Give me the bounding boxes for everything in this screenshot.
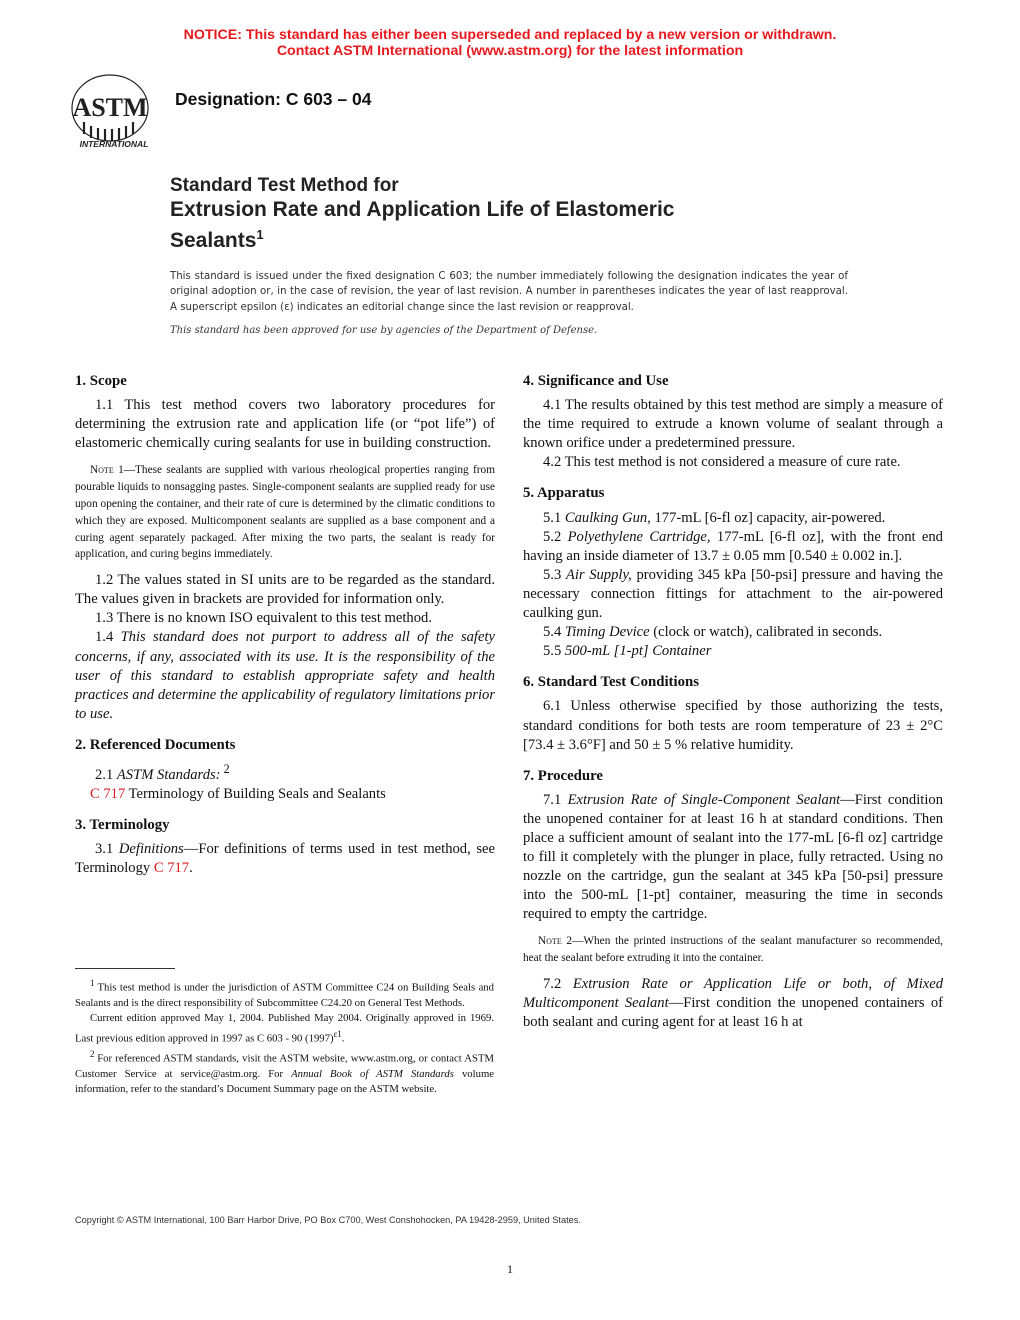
footnote-divider bbox=[75, 968, 175, 969]
c717-link-terminology[interactable]: C 717 bbox=[153, 860, 190, 877]
para-5-5: 5.5 500-mL [1-pt] Container bbox=[543, 643, 712, 660]
note-1-text: —These sealants are supplied with various rheological properties ranging from pourable liquids to nonsagging pastes. Single-component sealants are supplied ready for use upon opening the container, and their rate of cure is determined by the climatic conditions to which they are exposed. Multicomponent sealants are supplied as a base component and a curing agent separately packaged. After mixing the two parts, the sealant is ready for application, and curing begins immediately. bbox=[75, 464, 495, 561]
para-1-1: 1.1 This test method covers two laboratory procedures for determining the extrusion rate and application life (or “pot life”) of elastomeric chemically curing sealants for use in building construction. bbox=[75, 397, 495, 452]
note-2-label: Note 2 bbox=[538, 935, 573, 948]
section-referenced-docs-heading: 2. Referenced Documents bbox=[75, 736, 236, 753]
title-line-3: Sealants bbox=[170, 229, 257, 252]
left-column bbox=[75, 372, 495, 878]
issuance-statement: This standard is issued under the fixed designation C 603; the number immediately following the designation indicates the year of original adoption or, in the case of revision, the year of last revision. A number in parentheses indicates the year of last reapproval. A superscript epsilon (ε) indicates an editorial change since the last revision or reapproval. bbox=[170, 271, 848, 313]
footnote-1: $^1$ This test method is under the jurisdiction of ASTM Committee C24 on Building Seals and Sealants and is the direct responsibility of Subcommittee C24.20 on General Test Methods. bbox=[75, 978, 494, 1009]
referenced-standard-item: C 717 Terminology of Building Seals and Sealants bbox=[90, 785, 386, 802]
right-column bbox=[523, 372, 943, 1032]
para-2-1: 2.1 ASTM Standards: $^2$ bbox=[95, 762, 230, 783]
note-1-label: Note 1 bbox=[90, 464, 124, 477]
copyright-line: Copyright © ASTM International, 100 Barr Harbor Drive, PO Box C700, West Conshohocken, PA 19428-2959, United States. bbox=[75, 1215, 581, 1225]
title-line-2: Extrusion Rate and Application Life of Elastomeric bbox=[170, 198, 675, 221]
para-5-4: 5.4 Timing Device (clock or watch), calibrated in seconds. bbox=[543, 624, 883, 641]
title-footnote-mark: 1 bbox=[256, 227, 264, 242]
section-procedure-heading: 7. Procedure bbox=[523, 767, 603, 784]
para-7-2: 7.2 Extrusion Rate or Application Life or both, of Mixed Multicomponent Sealant—First condition the unopened containers of both sealant and curing agent for at least 16 h at bbox=[523, 976, 944, 1031]
para-4-1: 4.1 The results obtained by this test method are simply a measure of the time required to extrude a known volume of sealant through a known orifice under a predetermined pressure. bbox=[523, 397, 943, 452]
section-scope-heading: 1. Scope bbox=[75, 373, 127, 389]
para-5-3: 5.3 Air Supply, providing 345 kPa [50-psi] pressure and having the necessary connection fittings for attachment to the air-powered caulking gun. bbox=[523, 566, 944, 622]
section-test-conditions-heading: 6. Standard Test Conditions bbox=[523, 674, 699, 691]
title-line-1: Standard Test Method for bbox=[170, 175, 399, 196]
document-title bbox=[170, 175, 674, 253]
c717-link[interactable]: C 717 bbox=[90, 785, 126, 802]
footnote-1-edition: Current edition approved May 1, 2004. Published May 2004. Originally approved in 1969. Last previous edition approved in 1997 as C 603 - 90 $(1997)^{\varepsilon 1}$. bbox=[75, 1012, 494, 1045]
logo-subtitle: INTERNATIONAL bbox=[79, 139, 149, 149]
astm-logo bbox=[66, 72, 162, 150]
designation: Designation: C 603 – 04 bbox=[175, 89, 372, 109]
supersede-notice bbox=[0, 27, 1020, 59]
para-7-1: 7.1 Extrusion Rate of Single-Component Sealant—First condition the unopened container for at least 16 h at standard conditions. Then place a sufficient amount of sealant into the 177-mL [6-fl oz] cartridge to fill it completely with the plunger in place, fully retracted. Using no nozzle on the cartridge, gun the sealant at 345 kPa [50-psi] pressure into the 500-mL [1-pt] container, measuring the time in seconds required to empty the cartridge. bbox=[523, 791, 943, 923]
para-5-2: 5.2 Polyethylene Cartridge, 177-mL [6-fl oz], with the front end having an inside diameter of 13.7 ± 0.05 mm [0.540 ± 0.002 in.]. bbox=[523, 528, 943, 564]
note-2 bbox=[523, 933, 943, 967]
para-1-4: 1.4 This standard does not purport to address all of the safety concerns, if any, associated with its use. It is the responsibility of the user of this standard to establish appropriate safety and health practices and determine the applicability of regulatory limitations prior to use. bbox=[75, 629, 495, 722]
safety-caveat: This standard does not purport to address all of the safety concerns, if any, associated with its use. It is the responsibility of the user of this standard to establish appropriate safety and health practices and determine the applicability of regulatory limitations prior to use. bbox=[75, 629, 495, 722]
para-3-1: 3.1 Definitions—For definitions of terms used in test method, see Terminology C 717. bbox=[75, 841, 496, 877]
footnote-2: $^2$ For referenced ASTM standards, visit the ASTM website, www.astm.org, or contact ASTM Customer Service at service@astm.org. For Annual Book of ASTM Standards volume information, refer to the standard’s Document Summary page on the ASTM website. bbox=[75, 1048, 495, 1096]
section-apparatus-heading: 5. Apparatus bbox=[523, 485, 605, 502]
para-5-1: 5.1 Caulking Gun, 177-mL [6-fl oz] capacity, air-powered. bbox=[543, 509, 886, 526]
para-1-3: 1.3 There is no known ISO equivalent to this test method. bbox=[95, 610, 432, 627]
section-significance-heading: 4. Significance and Use bbox=[523, 373, 669, 389]
page-number: 1 bbox=[507, 1262, 513, 1276]
notice-line-2: Contact ASTM International (www.astm.org) for the latest information bbox=[276, 43, 744, 59]
para-1-2: 1.2 The values stated in SI units are to be regarded as the standard. The values given in brackets are provided for information only. bbox=[75, 572, 495, 608]
para-4-2: 4.2 This test method is not considered a measure of cure rate. bbox=[543, 454, 901, 471]
note-2-text: —When the printed instructions of the sealant manufacturer so recommended, heat the sealant before extruding it into the container. bbox=[523, 935, 943, 965]
section-terminology-heading: 3. Terminology bbox=[75, 817, 170, 834]
notice-line-1: NOTICE: This standard has either been superseded and replaced by a new version or withdrawn. bbox=[183, 27, 837, 43]
footnotes bbox=[75, 976, 494, 1098]
para-6-1: 6.1 Unless otherwise specified by those authorizing the tests, standard conditions for both tests are room temperature of 23 ± 2°C [73.4 ± 3.6°F] and 50 ± 5 % relative humidity. bbox=[523, 698, 943, 753]
logo-letters: ASTM bbox=[72, 93, 148, 122]
note-1 bbox=[75, 462, 495, 563]
dod-approval-statement: This standard has been approved for use by agencies of the Department of Defense. bbox=[170, 325, 598, 336]
